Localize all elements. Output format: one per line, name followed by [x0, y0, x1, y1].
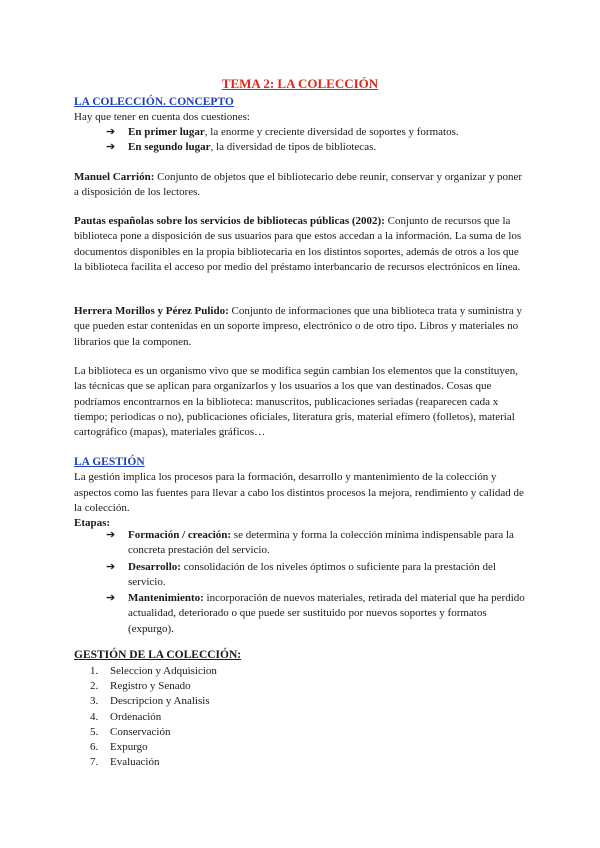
- page-title: TEMA 2: LA COLECCIÓN: [221, 76, 379, 91]
- list-item: 4. Ordenación: [90, 710, 162, 723]
- etapa-bold: Mantenimiento:: [128, 592, 204, 605]
- paragraph-organismo: [74, 364, 524, 440]
- definition-text: Conjunto de recursos que la biblioteca pone a disposición de sus usuarios para que estos accedan a la información. La suma de los documentos disponibles en la propia bibliotecaria en los distintos soportes, además de otros a los que la biblioteca facilita el acceso por medio del préstamo interbancario de recursos electrónicos en línea.: [74, 215, 522, 273]
- definition-author: Manuel Carrión:: [74, 171, 155, 183]
- arrow-icon: ➔: [106, 141, 116, 154]
- section-gestion-coleccion: [74, 648, 524, 663]
- bullet-item: [106, 125, 526, 140]
- list-item: 7. Evaluación: [90, 756, 160, 769]
- definition-author: Pautas españolas sobre los servicios de bibliotecas públicas (2002):: [74, 215, 385, 227]
- definition-text: Conjunto de informaciones que una biblioteca trata y suministra y que pueden estar contenidas en un soporte impreso, electrónico o de otro tipo. Libros y materiales no librarios que la componen.: [74, 305, 523, 348]
- paragraph-text: La gestión implica los procesos para la formación, desarrollo y mantenimiento de la colección y aspectos como las fuentes para llevar a cabo los distintos procesos la mejora, rendimiento y calidad de la colección.: [74, 471, 524, 514]
- bullet-text: , la enorme y creciente diversidad de soportes y formatos.: [204, 126, 459, 138]
- definition-herrera: [74, 304, 524, 350]
- list-item: 6. Expurgo: [90, 741, 148, 754]
- arrow-icon: ➔: [106, 529, 116, 541]
- list-item: 1. Seleccion y Adquisicion: [90, 665, 217, 677]
- section-heading-concepto: LA COLECCIÓN. CONCEPTO: [74, 96, 234, 108]
- etapas-label: Etapas:: [74, 517, 111, 530]
- etapa-item: [106, 560, 526, 591]
- arrow-icon: ➔: [106, 560, 116, 573]
- section-heading-gestion: LA GESTIÓN: [74, 456, 145, 468]
- concept-bullets: [106, 125, 526, 156]
- arrow-icon: ➔: [106, 592, 116, 605]
- paragraph-text: La biblioteca es un organismo vivo que se modifica según cambian los elementos que la constituyen, las técnicas que se aplican para organizarlos y los usuarios a los que van destinados. Cosas que podríamos encontrarnos en la biblioteca: manuscritos, publicaciones seriadas (reaparecen cada x tiempo; periodicas o no), publicaciones oficiales, literatura gris, material efímero (folletos), material cartográfico (mapas), materiales gráficos…: [74, 365, 518, 439]
- bullet-item: [106, 140, 526, 155]
- intro-text: Hay que tener en cuenta dos cuestiones:: [74, 111, 250, 124]
- section-gestion: [74, 455, 524, 531]
- definition-author: Herrera Morillos y Pérez Pulido:: [74, 305, 229, 317]
- etapas-list: [106, 528, 526, 637]
- list-item: 3. Descripcion y Analisis: [90, 695, 210, 708]
- bullet-text: , la diversidad de tipos de bibliotecas.: [210, 141, 377, 154]
- etapa-text: se determina y forma la colección mínima indispensable para la concreta prestación del servicio.: [128, 529, 514, 557]
- bullet-bold: En segundo lugar: [128, 141, 211, 154]
- section-heading-gestion-coleccion: GESTIÓN DE LA COLECCIÓN:: [74, 649, 242, 661]
- etapa-item: [106, 528, 526, 559]
- definition-pautas: [74, 214, 524, 275]
- etapa-text: consolidación de los niveles óptimos o suficiente para la prestación del servicio.: [128, 560, 496, 588]
- etapa-bold: Desarrollo:: [128, 560, 181, 573]
- section-concepto: [74, 95, 524, 126]
- etapa-bold: Formación / creación:: [128, 529, 232, 541]
- etapa-text: incorporación de nuevos materiales, retirada del material que ha perdido actualidad, deteriorado o que puede ser sustituido por nuevos soportes y formatos (expurgo).: [128, 592, 525, 635]
- arrow-icon: ➔: [106, 126, 116, 138]
- etapa-item: [106, 591, 526, 637]
- list-item: 5. Conservación: [90, 725, 171, 738]
- list-item: 2. Registro y Senado: [90, 680, 191, 693]
- gestion-steps-list: [90, 664, 390, 770]
- bullet-bold: En primer lugar: [128, 126, 205, 138]
- definition-text: Conjunto de objetos que el bibliotecario debe reunir, conservar y organizar y poner a disposición de los lectores.: [74, 171, 523, 199]
- definition-carrion: [74, 170, 524, 201]
